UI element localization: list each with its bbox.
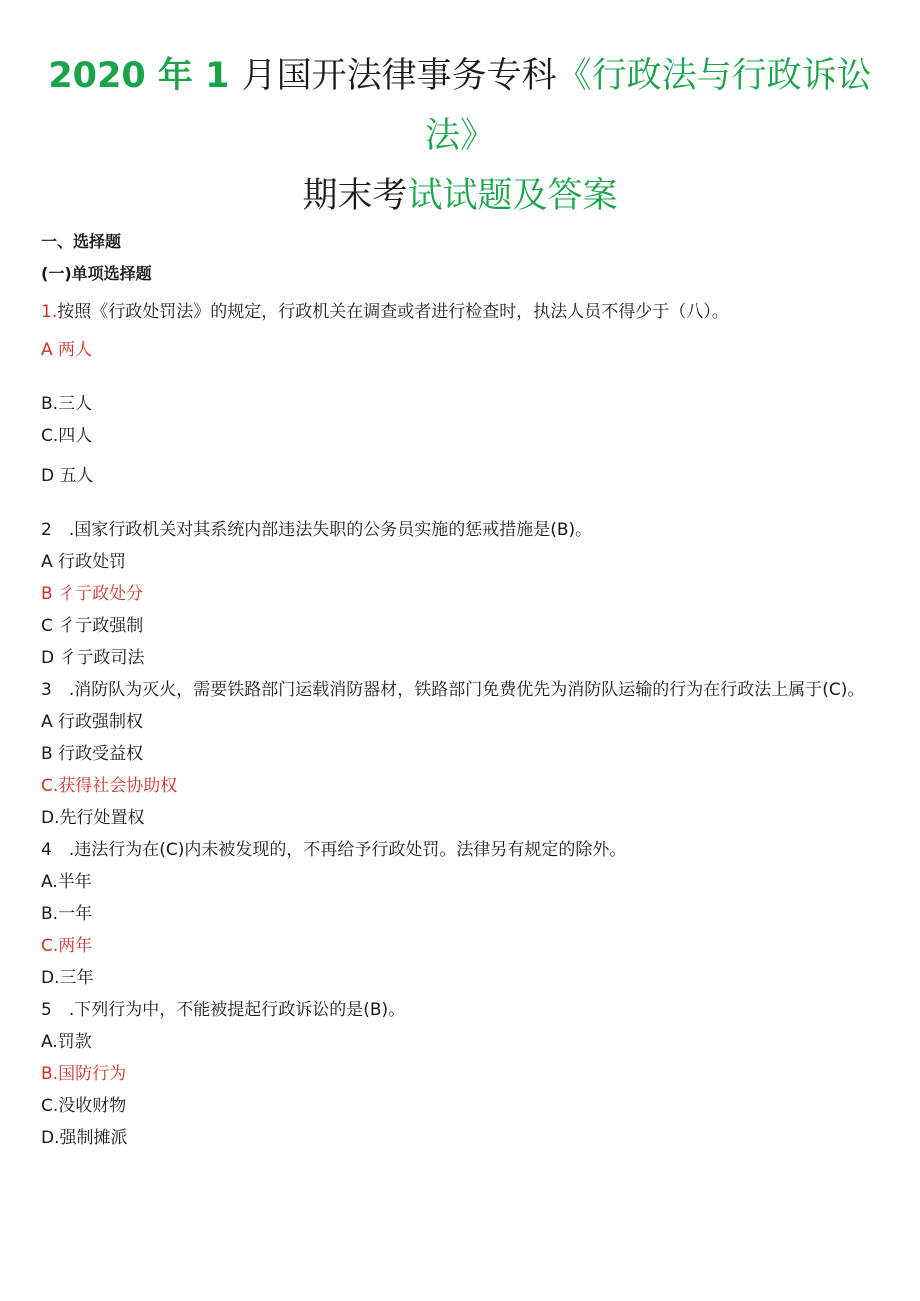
question-2-option-c: C 彳亍政强制: [41, 616, 144, 636]
question-1-text: 按照《行政处罚法》的规定，行政机关在调查或者进行检查时，执法人员不得少于（八）。: [57, 302, 729, 322]
question-5: 5 .下列行为中，不能被提起行政诉讼的是(B)。: [41, 1000, 406, 1020]
question-1-option-c: C.四人: [41, 426, 93, 446]
question-5-option-c: C.没收财物: [41, 1096, 127, 1116]
question-4-option-a: A.半年: [41, 872, 92, 892]
question-3-option-c: C.获得社会协助权: [41, 776, 178, 796]
question-3-option-a: A 行政强制权: [41, 712, 144, 732]
question-1-option-b: B.三人: [41, 394, 93, 414]
title-course-prefix: 月国开法律事务专科: [241, 56, 557, 96]
question-1-number: 1.: [41, 302, 58, 322]
section-heading: 一、选择题: [41, 232, 122, 251]
question-4-option-b: B.一年: [41, 904, 93, 924]
question-3: 3 .消防队为灭火，需要铁路部门运载消防器材，铁路部门免费优先为消防队运输的行为在行政法上属于(C)。: [41, 680, 865, 700]
document-body: [41, 226, 881, 1154]
question-5-option-a: A.罚款: [41, 1032, 92, 1052]
question-3-option-b: B 行政受益权: [41, 744, 144, 764]
document-subtitle: [0, 166, 920, 226]
question-2-option-b: B 彳亍政处分: [41, 584, 144, 604]
question-2: 2 .国家行政机关对其系统内部违法失职的公务员实施的惩戒措施是(B)。: [41, 520, 593, 540]
question-2-option-d: D 彳亍政司法: [41, 648, 145, 668]
title-course-name: 《行政法与行政诉讼: [556, 56, 872, 96]
question-4-option-d: D.三年: [41, 968, 94, 988]
subsection-heading: (一)单项选择题: [41, 264, 152, 283]
question-4-option-c: C.两年: [41, 936, 93, 956]
title-course-name-end: 法》: [424, 116, 495, 156]
question-3-option-d: D.先行处置权: [41, 808, 145, 828]
question-5-option-b: B.国防行为: [41, 1064, 127, 1084]
question-1-option-a: A 两人: [41, 340, 93, 360]
subtitle-part1: 期末考: [302, 176, 408, 216]
question-5-option-d: D.强制摊派: [41, 1128, 128, 1148]
question-1-option-d: D 五人: [41, 466, 94, 486]
title-year-month: 2020 年 1: [48, 56, 242, 96]
question-4: 4 .违法行为在(C)内未被发现的，不再给予行政处罚。法律另有规定的除外。: [41, 840, 627, 860]
document-title: [0, 46, 920, 166]
subtitle-part2: 试试题及答案: [407, 176, 618, 216]
question-1: [41, 296, 881, 328]
question-2-option-a: A 行政处罚: [41, 552, 127, 572]
